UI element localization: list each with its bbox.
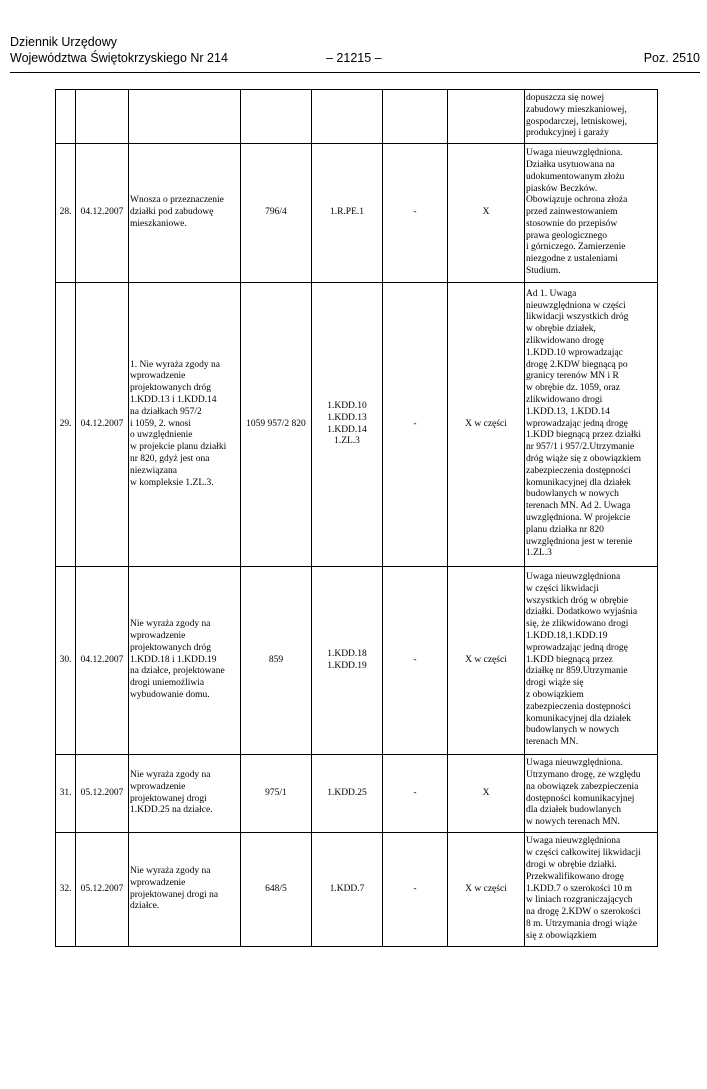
table-row [56,833,658,947]
cell-note: Uwaga nieuwzględniona. Działka usytuowana na udokumentowanym złożu piasków Beczków. Obowiązuje ochrona złoża przed zainwestowaniem stosownie do przepisów prawa geologicznego i górniczego. Zamierzenie niezgodne z ustaleniami Studium. [525,144,658,283]
cell-note: Uwaga nieuwzględniona w części likwidacji wszystkich dróg w obrębie działki. Dodatkowo wyjaśnia się, że zlikwidowano drogi 1.KDD.18,1.KDD.19 wprowadzając jedną drogę 1.KDD biegnącą przez działkę nr 859.Utrzymanie drogi wiąże się z obowiązkiem zabezpieczenia dostępności komunikacyjnej dla działek budowlanych w nowych terenach MN. [525,567,658,755]
cell-description: Wnosza o przeznaczenie działki pod zabudowę mieszkaniowe. [129,144,241,283]
table-row [56,144,658,283]
journal-title: Dziennik Urzędowy [10,35,117,49]
table-row [56,755,658,833]
cell-date: 04.12.2007 [76,567,129,755]
cell-note: dopuszcza się nowej zabudowy mieszkaniowej, gospodarczej, letniskowej, produkcyjnej i garaży [525,90,658,144]
cell-note: Uwaga nieuwzględniona. Utrzymano drogę, ze względu na obowiązek zabezpieczenia dostępności komunikacyjnej dla działek budowlanych w nowych terenach MN. [525,755,658,833]
cell-note: Ad 1. Uwaga nieuwzględniona w części likwidacji wszystkich dróg w obrębie działek, zlikwidowano drogę 1.KDD.10 wprowadzając drogę 2.KDW biegnącą po granicy terenów MN i R w obrębie dz. 1059, oraz zlikwidowano drogi 1.KDD.13, 1.KDD.14 wprowadzając jedną drogę 1.KDD biegnącą przez działki nr 957/1 i 957/2.Utrzymanie dróg wiąże się z obowiązkiem zabezpieczenia dostępności komunikacyjnej dla działek budowlanych w nowych terenach MN. Ad 2. Uwaga uwzględniona. W projekcie planu działka nr 820 uwzględniona jest w terenie 1.ZL.3 [525,283,658,567]
cell-number: 32. [56,833,76,947]
cell-date: 04.12.2007 [76,283,129,567]
cell-designation [312,90,383,144]
cell-designation: 1.R.PE.1 [312,144,383,283]
cell-date: 04.12.2007 [76,144,129,283]
cell-plot: 975/1 [241,755,312,833]
cell-designation: 1.KDD.7 [312,833,383,947]
page-header [10,34,700,73]
cell-plot: 859 [241,567,312,755]
cell-description: 1. Nie wyraża zgody na wprowadzenie projektowanych dróg 1.KDD.13 i 1.KDD.14 na działkach 957/2 i 1059, 2. wnosi o uwzględnienie w projekcie planu działki nr 820, gdyż jest ona niezwiązana w kompleksie 1.ZL.3. [129,283,241,567]
cell-col6 [383,90,448,144]
cell-col7 [448,90,525,144]
cell-col7: X w części [448,567,525,755]
cell-date [76,90,129,144]
cell-number [56,90,76,144]
cell-description: Nie wyraża zgody na wprowadzenie projektowanej drogi na działce. [129,833,241,947]
cell-number: 29. [56,283,76,567]
cell-col6: - [383,567,448,755]
cell-col6: - [383,755,448,833]
cell-plot [241,90,312,144]
cell-col7: X w części [448,283,525,567]
cell-number: 31. [56,755,76,833]
cell-col6: - [383,144,448,283]
journal-subtitle: Województwa Świętokrzyskiego Nr 214 [10,51,228,65]
cell-plot: 1059 957/2 820 [241,283,312,567]
cell-plot: 796/4 [241,144,312,283]
cell-designation: 1.KDD.10 1.KDD.13 1.KDD.14 1.ZL.3 [312,283,383,567]
cell-designation: 1.KDD.25 [312,755,383,833]
page-number: – 21215 – [326,51,382,65]
position-number: Poz. 2510 [643,51,700,65]
cell-description [129,90,241,144]
cell-col6: - [383,833,448,947]
table-row [56,567,658,755]
cell-note: Uwaga nieuwzględniona w części całkowitej likwidacji drogi w obrębie działki. Przekwalifikowano drogę 1.KDD.7 o szerokości 10 m w liniach rozgraniczających na drogę 2.KDW o szerokości 8 m. Utrzymania drogi wiąże się z obowiązkiem [525,833,658,947]
cell-plot: 648/5 [241,833,312,947]
table-row [56,283,658,567]
cell-col7: X [448,144,525,283]
cell-col7: X w części [448,833,525,947]
comments-table [55,89,658,947]
cell-description: Nie wyraża zgody na wprowadzenie projektowanych dróg 1.KDD.18 i 1.KDD.19 na działce, projektowane drogi uniemożliwia wybudowanie domu. [129,567,241,755]
cell-description: Nie wyraża zgody na wprowadzenie projektowanej drogi 1.KDD.25 na działce. [129,755,241,833]
cell-date: 05.12.2007 [76,833,129,947]
cell-designation: 1.KDD.18 1.KDD.19 [312,567,383,755]
cell-date: 05.12.2007 [76,755,129,833]
cell-number: 30. [56,567,76,755]
cell-number: 28. [56,144,76,283]
table-row [56,90,658,144]
cell-col7: X [448,755,525,833]
cell-col6: - [383,283,448,567]
